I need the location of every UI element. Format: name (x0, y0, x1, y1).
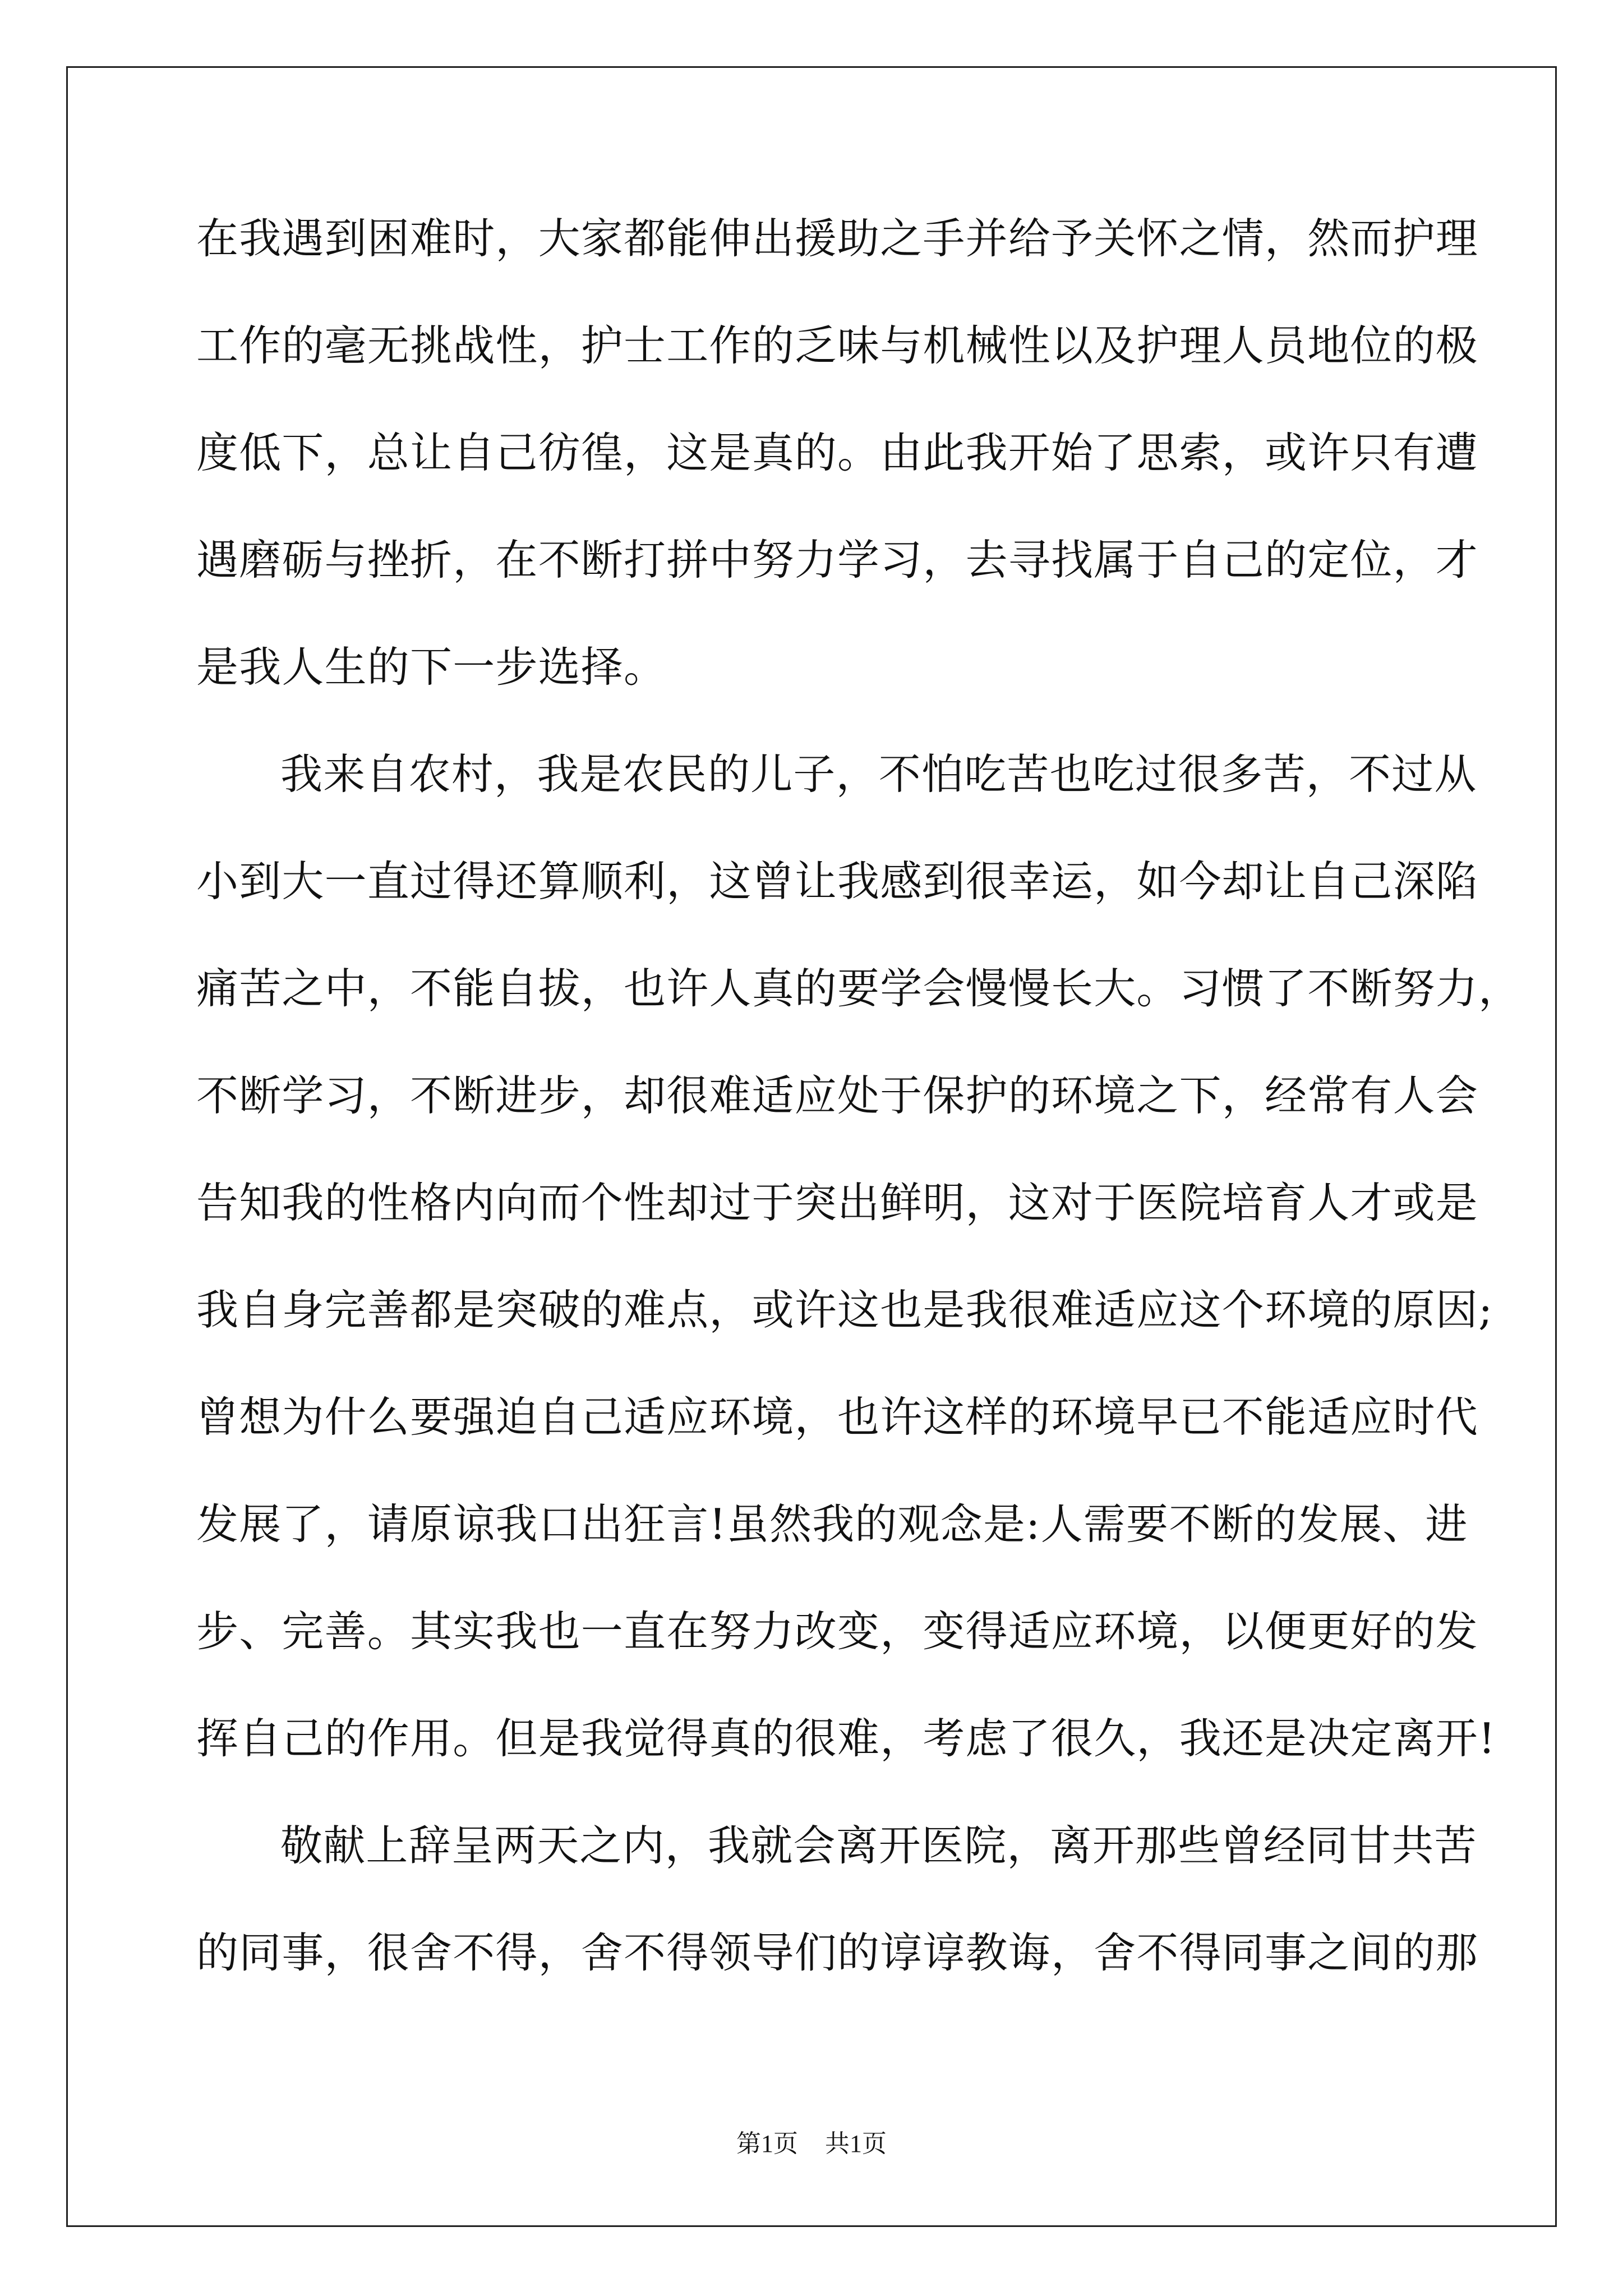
text-line: 小到大一直过得还算顺利，这曾让我感到很幸运，如今却让自己深陷 (196, 857, 1479, 906)
text-line: 是我人生的下一步选择。 (196, 642, 667, 692)
text-line: 遇磨砺与挫折，在不断打拼中努力学习，去寻找属于自己的定位，才 (196, 535, 1479, 585)
text-line: 步、完善。其实我也一直在努力改变，变得适应环境，以便更好的发 (196, 1607, 1479, 1656)
text-line: 的同事，很舍不得，舍不得领导们的谆谆教诲，舍不得同事之间的那 (196, 1928, 1479, 1977)
text-line: 我来自农村，我是农民的儿子，不怕吃苦也吃过很多苦，不过从 (280, 749, 1477, 799)
text-line: 挥自己的作用。但是我觉得真的很难，考虑了很久，我还是决定离开! (196, 1714, 1496, 1763)
page-number: 第1页 (736, 2130, 798, 2157)
page-total: 共1页 (825, 2130, 887, 2157)
page-footer (0, 2132, 1623, 2156)
text-line: 发展了，请原谅我口出狂言!虽然我的观念是:人需要不断的发展、进 (196, 1499, 1468, 1549)
text-line: 在我遇到困难时，大家都能伸出援助之手并给予关怀之情，然而护理 (196, 214, 1479, 263)
document-body (196, 214, 1521, 2039)
text-line: 不断学习，不断进步，却很难适应处于保护的环境之下，经常有人会 (196, 1071, 1479, 1120)
text-line: 敬献上辞呈两天之内，我就会离开医院，离开那些曾经同甘共苦 (280, 1821, 1477, 1870)
text-line: 告知我的性格内向而个性却过于突出鲜明，这对于医院培育人才或是 (196, 1178, 1479, 1227)
text-line: 度低下，总让自己彷徨，这是真的。由此我开始了思索，或许只有遭 (196, 428, 1479, 477)
text-line: 我自身完善都是突破的难点，或许这也是我很难适应这个环境的原因; (196, 1285, 1493, 1335)
text-line: 曾想为什么要强迫自己适应环境，也许这样的环境早已不能适应时代 (196, 1392, 1479, 1442)
text-line: 痛苦之中，不能自拔，也许人真的要学会慢慢长大。习惯了不断努力， (196, 964, 1521, 1013)
text-line: 工作的毫无挑战性，护士工作的乏味与机械性以及护理人员地位的极 (196, 321, 1479, 370)
